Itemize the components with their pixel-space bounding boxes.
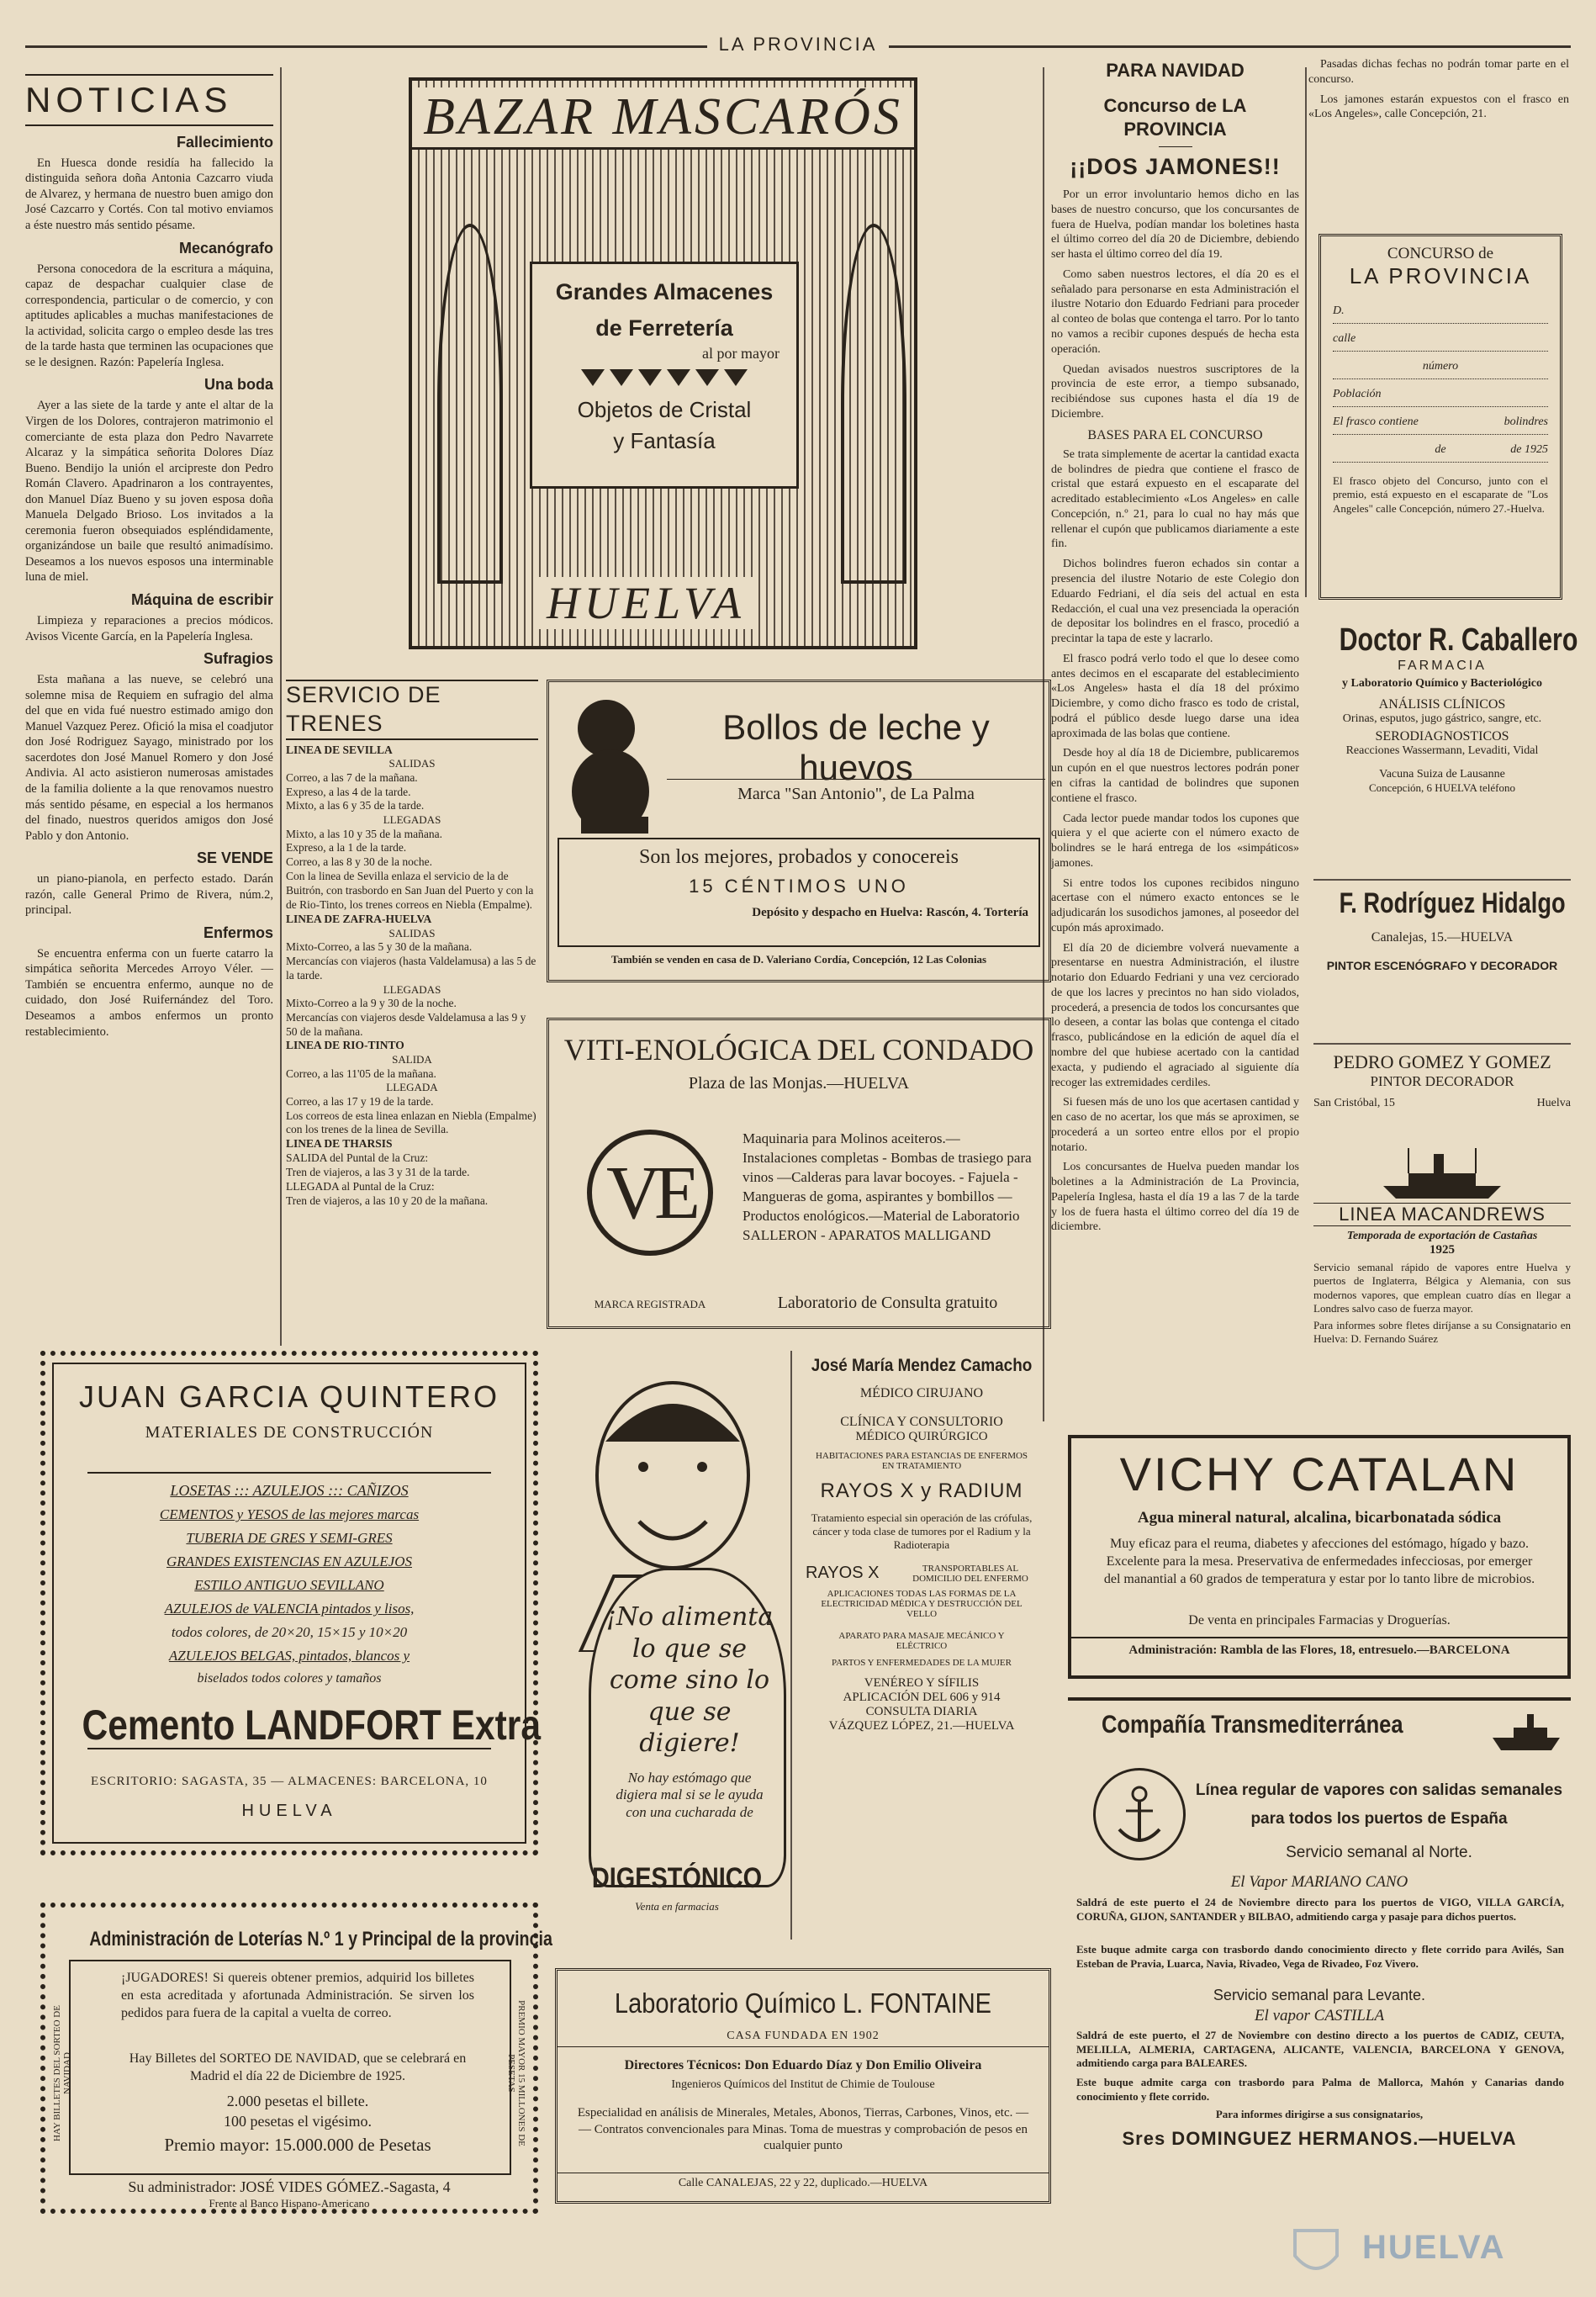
navidad-text: Cada lector puede mandar todos los cupones que quiera y el que acierte con el número exacto de bolindres se le hará entrega de los «simpáticos» jamones.: [1051, 812, 1299, 870]
transmed-p1: Saldrá de este puerto el 24 de Noviembre directo para los puertos de VIGO, VILLA GARCÍA, CORUÑA, GIJON, SANTANDER y BILBAO, admitiendo carga y pasaje para dichos puertos.: [1076, 1896, 1564, 1923]
news-head: Máquina de escribir: [130, 590, 273, 608]
field-label: D.: [1333, 304, 1345, 317]
cupon-field-numero[interactable]: [1333, 360, 1548, 379]
field-label: de: [1435, 443, 1446, 456]
rodriguez-addr: Canalejas, 15.—HUELVA: [1371, 930, 1514, 945]
caballero-sub: FARMACIA: [1398, 659, 1487, 673]
loterias-p3: 2.000 pesetas el billete.: [226, 2093, 369, 2109]
garcia-line: todos colores, de 20×20, 15×15 y 10×20: [171, 1624, 408, 1640]
gomez-trade: PINTOR DECORADOR: [1370, 1073, 1514, 1089]
caballero-sero: SERODIAGNOSTICOS: [1375, 729, 1509, 744]
gomez-city: Huelva: [1536, 1097, 1571, 1109]
navidad-text: Quedan avisados nuestros suscriptores de la provincia de este error, a tiempo subsanado, recibiéndose sus cupones hasta el día 19 de Diciembre.: [1051, 363, 1299, 421]
leaf-ornament: [841, 224, 906, 584]
bollos-tambien: También se venden en casa de D. Valeriano Cordía, Concepción, 12 Las Colonias: [610, 953, 987, 966]
mendez-l8: PARTOS Y ENFERMEDADES DE LA MUJER: [832, 1658, 1012, 1668]
transmed-consig: Sres DOMINGUEZ HERMANOS.—HUELVA: [1122, 2128, 1517, 2149]
viti-lab: Laboratorio de Consulta gratuito: [777, 1294, 998, 1312]
transmed-p5: Para informes dirigirse a sus consignatarios,: [1215, 2108, 1424, 2120]
leaf-ornament: [437, 224, 503, 584]
cupon-form: [1319, 234, 1562, 600]
train-line-head: LINEA DE ZAFRA-HUELVA: [286, 912, 432, 925]
loterias-side-right-text: PREMIO MAYOR 15 MILLONES DE PESETAS: [506, 2000, 526, 2146]
train-block: [286, 744, 538, 814]
bazar-line: Grandes Almacenes: [555, 279, 774, 304]
bollos-price: 15 CÉNTIMOS UNO: [689, 876, 909, 897]
noticias-title: NOTICIAS: [25, 74, 273, 126]
mendez-title: MÉDICO CIRUJANO: [859, 1386, 984, 1400]
field-label: de 1925: [1510, 443, 1548, 456]
field-label: calle: [1333, 332, 1356, 345]
rodriguez-ad: [1313, 887, 1571, 1035]
mendez-l11: CONSULTA DIARIA: [865, 1705, 978, 1718]
mendez-l7: APARATO PARA MASAJE MECÁNICO Y ELÉCTRICO: [838, 1631, 1005, 1651]
macandrews-name: LINEA MACANDREWS: [1313, 1203, 1571, 1226]
divider: [1159, 146, 1192, 147]
vichy-text: Muy eficaz para el reuma, diabetes y afecciones del estómago, hígado y bazo. Excelente para la mesa. Preservativa de enfermedades infecciosas, por emerger del manantial a 60 grados de temperatura y estar por lo tanto libre de microbios.: [1103, 1537, 1535, 1586]
navidad-text: Por un error involuntario hemos dicho en las bases de nuestro concurso, que los concursantes de fuera de Huelva, podían mandar los boletines hasta el último correo del día 20 de Diciembre, debiendo ser hasta el último correo del día 19.: [1051, 188, 1299, 262]
bollos-inner: [558, 838, 1040, 947]
masthead-title: LA PROVINCIA: [707, 34, 890, 55]
fontaine-ad: [555, 1968, 1051, 2204]
news-text: Se encuentra enferma con un fuerte catarro la simpática señorita Mercedes Arroyo Véler. —También se encuentra enfermo, aunque no de cuidado, don José Ruifernández del Toro. Deseamos a ambos enfermos un pronto restablecimiento.: [25, 946, 273, 1039]
train-line-head: LINEA DE RIO-TINTO: [286, 1039, 404, 1052]
train-line-head: LINEA DE SEVILLA: [286, 743, 393, 756]
caballero-name: Doctor R. Caballero: [1339, 622, 1578, 658]
train-row: Expreso, a la 1 de la tarde.: [286, 841, 407, 855]
train-row: Correo, a las 7 de la mañana.: [286, 770, 418, 784]
garcia-line: TUBERIA DE GRES Y SEMI-GRES: [186, 1530, 393, 1546]
news-head: Mecanógrafo: [178, 239, 273, 257]
transmed-vapor1: El Vapor MARIANO CANO: [1230, 1873, 1408, 1891]
garcia-line: AZULEJOS de VALENCIA pintados y lisos,: [164, 1601, 415, 1617]
cupon-field-name[interactable]: [1333, 304, 1548, 324]
viti-ad: [547, 1018, 1051, 1329]
column-rule: [1305, 67, 1307, 597]
transmed-p3: Saldrá de este puerto, el 27 de Noviembre con destino directo a los puertos de CADIZ, CEUTA, MELILLA, ALMERIA, CARTAGENA, ALICANTE, VALENCIA, BARCELONA Y GENOVA, admitiendo carga para BALEARES.: [1076, 2029, 1564, 2070]
loterias-admin: Su administrador: JOSÉ VIDES GÓMEZ.-Sagasta, 4: [128, 2178, 451, 2195]
fontaine-text: Especialidad en análisis de Minerales, Metales, Abonos, Tierras, Carbones, Vinos, etc. — — Contratos convencionales para Minas. Toma de muestras y comprobación de pesos en cualquier punto: [577, 2106, 1029, 2152]
news-text: Limpieza y reparaciones a precios módicos. Avisos Vicente García, en la Papelería Inglesa.: [25, 614, 273, 643]
train-row: Correo, a las 8 y 30 de la noche.: [286, 855, 432, 869]
train-row: Mixto-Correo, a las 5 y 30 de la mañana.: [286, 939, 473, 953]
train-row: Mixto, a las 10 y 35 de la mañana.: [286, 827, 442, 840]
viti-title: VITI-ENOLÓGICA DEL CONDADO: [563, 1033, 1034, 1066]
transmed-p2: Este buque admite carga con trasbordo dando conocimiento directo y flete corrido para Avilés, San Esteban de Pravia, Luarca, Navia, Rivadeo, Vega de Rivadeo, Foz Vivero.: [1076, 1943, 1564, 1970]
train-block: [286, 913, 538, 983]
vichy-venta: De venta en principales Farmacias y Droguerías.: [1188, 1613, 1451, 1627]
cupon-field-frasco[interactable]: [1333, 415, 1548, 435]
garcia-line: ESTILO ANTIGUO SEVILLANO: [194, 1577, 384, 1593]
loterias-ad: [40, 1903, 552, 2214]
mendez-ad: [790, 1351, 1051, 1940]
train-sub: LLEGADAS: [383, 982, 441, 996]
rodriguez-name: F. Rodríguez Hidalgo: [1339, 887, 1566, 919]
news-text: Persona conocedora de la escritura a máquina, capaz de despachar cualquier clase de correspondencia, particular o de comercio, y con aptitudes aplicables a muchas manifestaciones de la actividad, solicita cargo o empleo desde las tres de la tarde hasta que terminen las ocupaciones que se le designen. Razón: Papelería Inglesa.: [25, 262, 273, 369]
garcia-cement: Cemento LANDFORT Extra: [82, 1702, 541, 1749]
macandrews-text: Servicio semanal rápido de vapores entre Huelva y puertos de Inglaterra, Bélgica y Alemania, con sus modernos vapores, que emplean cuatro días en llegar a Londres salvo caso de fuerza mayor.: [1313, 1261, 1571, 1315]
news-text: un piano-pianola, en perfecto estado. Darán razón, calle General Primo de Rivera, núm.2, principal.: [25, 872, 273, 918]
garcia-city: HUELVA: [241, 1802, 337, 1820]
news-head: SE VENDE: [196, 849, 273, 867]
train-block: [286, 813, 538, 913]
train-row: Con la linea de Sevilla enlaza el servicio de la de Buitrón, con trasbordo en San Juan del Puerto y con la de Rio-Tinto, los trenes correos en Niebla (Empalme).: [286, 870, 534, 911]
news-text: En Huesca donde residía ha fallecido la distinguida señora doña Antonia Cazcarro viuda de Alvarez, y hermana de nuestro buen amigo don José Cazcarro y Cortés. Con tal motivo enviamos a éste nuestro más sentido pésame.: [25, 156, 273, 232]
fontaine-fundada: CASA FUNDADA EN 1902: [558, 2030, 1049, 2047]
train-row: Mercancías con viajeros desde Valdelamusa a las 9 y 50 de la mañana.: [286, 1010, 526, 1038]
caballero-ad: [1313, 622, 1578, 875]
bazar-line: y Fantasía: [613, 428, 716, 453]
loterias-side-left-text: HAY BILLETES DEL SORTEO DE NAVIDAD: [52, 2005, 72, 2141]
garcia-name: JUAN GARCIA QUINTERO: [78, 1379, 500, 1414]
news-head: Enfermos: [203, 924, 273, 941]
loterias-p1: ¡JUGADORES! Si quereis obtener premios, adquirid los billetes en esta acreditada y afortunada Administración. Se sirven los pedidos para fuera de la capital a vuelta de correo.: [121, 1971, 474, 2020]
cupon-top: CONCURSO de: [1387, 245, 1494, 262]
train-row: Correo, a las 11'05 de la mañana.: [286, 1066, 436, 1080]
vichy-admin: Administración: Rambla de las Flores, 18, entresuelo.—BARCELONA: [1071, 1637, 1567, 1658]
cupon-field-fecha[interactable]: [1333, 443, 1548, 463]
navidad-text: El frasco podrá verlo todo el que lo desee como antes decimos en el escaparate del establecimiento «Los Angeles» hasta el día 18 del próximo Diciembre, y como dicho frasco es todo de cristal, podrá el público desde luego darse una idea aproximada de las bolas que contiene.: [1051, 652, 1299, 740]
garcia-line: LOSETAS ::: AZULEJOS ::: CAÑIZOS: [170, 1482, 409, 1499]
anchor-icon: [1096, 1770, 1183, 1858]
garcia-ad: [40, 1351, 541, 1855]
transmed-linea1: Línea regular de vapores con salidas semanales: [1195, 1781, 1563, 1799]
mendez-l12: VÁZQUEZ LÓPEZ, 21.—HUELVA: [828, 1719, 1015, 1733]
transmed-ad: [1068, 1697, 1571, 2219]
mendez-l10: APLICACIÓN DEL 606 y 914: [843, 1691, 1001, 1704]
navidad-text: El día 20 de diciembre volverá nuevamente a presentarse en nuestra Administración, el ilustre notario don Eduardo Fedriani y una vez cerciorado de que los lacres y precintos no han sido violados, procederá, a presencia de todos los concursantes que lo deseen, a contar las bolas que contenga el citado frasco, publicándose en la edición de aquel día el nombre del que hubiese acertado con la cantidad exacta, y pudiendo el agraciado al siguiente día recoger las extremidades cerdiles.: [1051, 941, 1299, 1089]
navidad-text: Los jamones estarán expuestos con el frasco en «Los Angeles», calle Concepción, 21.: [1308, 93, 1569, 121]
transmed-linea2: para todos los puertos de España: [1250, 1810, 1508, 1828]
steamship-icon: [1375, 1144, 1509, 1203]
mendez-rayos: RAYOS X y RADIUM: [820, 1479, 1023, 1502]
bazar-line: Objetos de Cristal: [577, 397, 752, 422]
viti-marca: MARCA REGISTRADA: [594, 1298, 706, 1310]
field-label: El frasco contiene: [1333, 415, 1419, 428]
loterias-p5: Premio mayor: 15.000.000 de Pesetas: [164, 2135, 431, 2155]
caballero-text3: Vacuna Suiza de Lausanne: [1379, 768, 1505, 781]
bollos-deposito: Depósito y despacho en Huelva: Rascón, 4. Tortería: [752, 906, 1028, 919]
cupon-field-calle[interactable]: [1333, 332, 1548, 352]
loterias-p4: 100 pesetas el vigésimo.: [224, 2113, 372, 2130]
macandrews-year: 1925: [1430, 1243, 1455, 1257]
fontaine-ing: Ingenieros Químicos del Institut de Chimie de Toulouse: [671, 2078, 935, 2091]
divider: [1313, 1043, 1571, 1045]
garcia-sub: MATERIALES DE CONSTRUCCIÓN: [145, 1423, 434, 1442]
navidad-text: Como saben nuestros lectores, el día 20 es el señalado para personarse en esta Administración el ilustre Notario don Eduardo Fedriani para proceder al conteo de bolas que contenga el tarro. Por lo tanto no vamos a recibir cupones después de hecha esta operación.: [1051, 267, 1299, 356]
navidad-text: Desde hoy al día 18 de Diciembre, publicaremos un cupón en el que nuestros lectores podrán poner en cifras la cantidad de bolindres que suponen contiene el frasco.: [1051, 747, 1299, 805]
mendez-l2: MÉDICO QUIRÚRGICO: [855, 1430, 988, 1443]
bazar-line: al por mayor: [702, 345, 780, 362]
trenes-title: SERVICIO DE TRENES: [286, 680, 538, 740]
mendez-l4: Tratamiento especial sin operación de las crófulas, cáncer y toda clase de tumores por el Radium y la Radioterapia: [811, 1511, 1033, 1551]
train-row: Mixto, a las 6 y 35 de la tarde.: [286, 799, 425, 812]
caballero-addr: Concepción, 6 HUELVA teléfono: [1368, 781, 1516, 794]
loterias-frente: Frente al Banco Hispano-Americano: [209, 2197, 370, 2210]
ship-icon: [1488, 1704, 1564, 1755]
cupon-foot: El frasco objeto del Concurso, junto con el premio, está expuesto en el escaparate de "Los Angeles" calle Concepción, número 27.-Huelva.: [1333, 474, 1548, 515]
digestonico-brand: DIGESTÓNICO: [591, 1862, 763, 1894]
garcia-line: CEMENTOS y YESOS de las mejores marcas: [159, 1506, 420, 1522]
gomez-addr-row: [1313, 1097, 1571, 1110]
bazar-line: de Ferretería: [595, 315, 733, 341]
transmed-name: Compañía Transmediterránea: [1102, 1711, 1403, 1739]
fontaine-addr: Calle CANALEJAS, 22 y 22, duplicado.—HUELVA: [558, 2173, 1049, 2190]
gomez-name: PEDRO GOMEZ Y GOMEZ: [1333, 1051, 1551, 1072]
macandrews-ad: [1313, 1144, 1571, 1396]
train-row: Expreso, a las 4 de la tarde.: [286, 785, 411, 798]
mendez-rayos2-row: [792, 1564, 1051, 1584]
triangle-ornament: [532, 369, 796, 390]
digestonico-venta: Venta en farmacias: [635, 1900, 719, 1913]
vichy-sub: Agua mineral natural, alcalina, bicarbonatada sódica: [1137, 1509, 1502, 1527]
train-row: Tren de viajeros, a las 3 y 31 de la tarde.: [286, 1166, 470, 1178]
navidad-text: Si entre todos los cupones recibidos ninguno acertase con el número exacto entonces se le adjudicarán los susodichos jamones, al poseedor del cupón más aproximado.: [1051, 876, 1299, 934]
bollos-ad: [547, 680, 1051, 982]
navidad-continued: [1308, 57, 1569, 225]
transmed-p4: Este buque admite carga con trasbordo para Palma de Mallorca, Mahón y Canarias dando conocimiento y flete corrido.: [1076, 2076, 1564, 2103]
train-line-head: LINEA DE THARSIS: [286, 1137, 393, 1151]
garcia-line: GRANDES EXISTENCIAS EN AZULEJOS: [166, 1553, 412, 1569]
masthead: [0, 34, 1596, 56]
news-text: Ayer a las siete de la tarde y ante el altar de la Virgen de los Dolores, contrajeron matrimonio el comerciante de esta plaza don Pedro Navarrete Alcaraz y la simpática señorita Dolores Díaz Bueno. Bendijo la unión el arcipreste don Pedro Román Clavero. Apadrinaron a los contrayentes, don Manuel Díaz Bueno y su joven esposa doña Manuela Delgado Brioso. Los invitados a la ceremonia fueron obsequiados espléndidamente, organizándose un baile que resultó animadísimo. Deseamos a los nuevos esposos una interminable luna de miel.: [25, 399, 273, 585]
macandrews-info: Para informes sobre fletes diríjanse a su Consignatario en Huelva: D. Fernando Suárez: [1313, 1319, 1571, 1346]
train-row: Mixto-Correo a la 9 y 30 de la noche.: [286, 996, 457, 1009]
navidad-text: Si fuesen más de uno los que acertasen cantidad y en caso de no acertar, los que más se aproximen, se procederá a un sorteo entre ellos por el propio notario.: [1051, 1096, 1299, 1154]
loterias-side-left: [50, 1985, 76, 2162]
mendez-l1: CLÍNICA Y CONSULTORIO: [840, 1415, 1003, 1429]
field-label: número: [1422, 360, 1459, 373]
loterias-side-right: [506, 1985, 531, 2162]
digestonico-slogan2: No hay estómago que digiera mal si se le ayuda con una cucharada de: [616, 1770, 764, 1820]
navidad-text: Los concursantes de Huelva pueden mandar los boletines a la Administración de La Provincia, Papelería Inglesa, hasta el día 19 a las 7 de la tarde y los de fuera hasta el último correo del día 19 de diciembre.: [1051, 1161, 1299, 1234]
digestonico-slogan: ¡No alimenta lo que se come sino lo que se digiere!: [605, 1602, 774, 1758]
train-block: [286, 1137, 538, 1208]
bazar-city: HUELVA: [538, 577, 754, 629]
train-row: Los correos de esta linea enlazan en Niebla (Empalme) con los trenes de la linea de Sevilla.: [286, 1109, 536, 1136]
train-row: SALIDA del Puntal de la Cruz:: [286, 1151, 429, 1165]
train-block: [286, 983, 538, 1040]
viti-address: Plaza de las Monjas.—HUELVA: [688, 1074, 910, 1093]
news-head: Fallecimiento: [176, 133, 273, 151]
news-text: Esta mañana a las nueve, se celebró una solemne misa de Requiem en sufragio del alma del que en vida fué nuestro estimado amigo don Manuel Vazquez Perez. Ofició la misa el coadjutor don José Rodriguez Sayago, ministrado por los sacerdotes don José Manuel Romero y don José Andivia. Al acto asistieron numerosas amistades de la familia doliente a la que renovamos nuestro más sentido pésame, en especial a los hermanos del finado, nuestros queridos amigos don José Pablo y don Antonio.: [25, 673, 273, 843]
navidad-text: Se trata simplemente de acertar la cantidad exacta de bolindres de piedra que contiene el frasco de cristal que estará expuesto en el escaparate del acreditado establecimiento «Los Angeles» en calle Concepción, n.º 21, para lo cual no hay más que rellenar el cupón que publicamos diariamente a este fin.: [1051, 447, 1299, 551]
bollos-slogan: Son los mejores, probados y conocereis: [639, 846, 959, 868]
mendez-l3: HABITACIONES PARA ESTANCIAS DE ENFERMOS EN TRATAMIENTO: [815, 1451, 1028, 1471]
noticias-column: [25, 74, 273, 1344]
train-row: Correo, a las 17 y 19 de la tarde.: [286, 1094, 434, 1108]
divider: [1313, 879, 1571, 881]
mendez-l5: TRANSPORTABLES AL DOMICILIO DEL ENFERMO: [912, 1564, 1028, 1584]
bazar-panel: [530, 262, 799, 489]
transmed-servicio2: Servicio semanal para Levante.: [1213, 1987, 1426, 2003]
caballero-lab: y Laboratorio Químico y Bacteriológico: [1342, 677, 1542, 690]
gomez-ad: [1313, 1051, 1571, 1135]
cupon-field-poblacion[interactable]: [1333, 388, 1548, 407]
trenes-column: [286, 680, 538, 1319]
train-sub: LLEGADAS: [383, 813, 441, 827]
loterias-title: Administración de Loterías N.º 1 y Principal de la provincia: [89, 1928, 552, 1950]
fontaine-directores: Directores Técnicos: Don Eduardo Díaz y Don Emilio Oliveira: [624, 2058, 982, 2072]
loterias-p2: Hay Billetes del SORTEO DE NAVIDAD, que se celebrará en Madrid el día 22 de Diciembre de 1925.: [129, 2051, 467, 2083]
vichy-ad: [1068, 1435, 1571, 1679]
field-label: bolindres: [1504, 415, 1548, 428]
ve-logo-icon: VE: [587, 1130, 713, 1256]
vichy-name: VICHY CATALAN: [1119, 1448, 1519, 1500]
train-sub: SALIDAS: [388, 757, 436, 770]
train-block: [286, 1039, 538, 1081]
train-sub: SALIDAS: [388, 926, 436, 939]
navidad-text: Dichos bolindres fueron echados sin contar a presencia del ilustre Notario de este Colegio don Eduardo Fedriani, el día seis del actual en esta Redacción, el cual una vez presenciada la operación de depositar los bolindres en el frasco, procedió a precintar la tapa de este y lacrarlo.: [1051, 558, 1299, 646]
navidad-title: Concurso de LA PROVINCIA: [1103, 94, 1247, 140]
bases-heading: BASES PARA EL CONCURSO: [1087, 427, 1263, 442]
fontaine-name: Laboratorio Químico L. FONTAINE: [614, 1987, 992, 2019]
mendez-name: José María Mendez Camacho: [811, 1356, 1033, 1375]
mendez-l6: APLICACIONES TODAS LAS FORMAS DE LA ELECTRICIDAD MÉDICA Y DESTRUCCIÓN DEL VELLO: [821, 1589, 1023, 1619]
navidad-text: Pasadas dichas fechas no podrán tomar parte en el concurso.: [1308, 58, 1569, 86]
bazar-title: BAZAR MASCARÓS: [412, 87, 914, 150]
news-head: Una boda: [203, 376, 273, 394]
train-row: Mercancías con viajeros (hasta Valdelamusa) a las 5 de la tarde.: [286, 954, 536, 982]
mendez-l9: VENÉREO Y SÍFILIS: [864, 1676, 980, 1690]
train-sub: LLEGADA: [386, 1081, 438, 1094]
archive-watermark: HUELVA: [1362, 2229, 1506, 2266]
train-sub: SALIDA: [392, 1053, 432, 1066]
cupon-title: LA PROVINCIA: [1349, 263, 1532, 288]
anchor-emblem-icon: [1093, 1768, 1186, 1860]
mendez-rayos2: RAYOS X: [806, 1564, 880, 1582]
navidad-column: [1051, 57, 1299, 1420]
transmed-vapor2: El vapor CASTILLA: [1254, 2007, 1385, 2024]
column-rule: [280, 67, 282, 1346]
caballero-text2: Reacciones Wassermann, Levaditi, Vidal: [1345, 744, 1539, 757]
garcia-office: ESCRITORIO: SAGASTA, 35 — ALMACENES: BARCELONA, 10: [91, 1775, 488, 1788]
news-head: Sufragios: [203, 650, 273, 668]
transmed-servicio: Servicio semanal al Norte.: [1286, 1844, 1472, 1861]
gomez-addr: San Cristóbal, 15: [1313, 1097, 1395, 1109]
crest-icon: [1287, 2222, 1345, 2281]
viti-text: Maquinaria para Molinos aceiteros.— Instalaciones completas - Bombas de trasiego para vinos —Calderas para lavar bocoyes. - Fajuela - Mangueras de goma, aspirantes y bombillos —Productos enológicos.—Material de Laboratorio SALLERON - APARATOS MALLIGAND: [743, 1130, 1032, 1243]
train-row: Tren de viajeros, a las 10 y 20 de la mañana.: [286, 1193, 489, 1207]
caballero-analisis: ANÁLISIS CLÍNICOS: [1378, 697, 1506, 712]
child-figure-icon: [556, 691, 665, 838]
bollos-title: Bollos de leche y huevos: [722, 707, 990, 787]
garcia-line: AZULEJOS BELGAS, pintados, blancos y: [168, 1648, 410, 1664]
field-label: Población: [1333, 388, 1382, 400]
caballero-text1: Orinas, esputos, jugo gástrico, sangre, etc.: [1342, 712, 1542, 725]
garcia-line: biselados todos colores y tamaños: [197, 1671, 382, 1686]
rodriguez-trade: PINTOR ESCENÓGRAFO Y DECORADOR: [1326, 959, 1558, 972]
train-block: [286, 1081, 538, 1137]
macandrews-sub: Temporada de exportación de Castañas: [1346, 1230, 1538, 1242]
navidad-kicker: PARA NAVIDAD: [1106, 60, 1245, 81]
digestonico-ad: [555, 1349, 799, 1938]
navidad-headline: ¡¡DOS JAMONES!!: [1070, 153, 1281, 179]
train-row: LLEGADA al Puntal de la Cruz:: [286, 1179, 435, 1193]
bollos-brand: Marca "San Antonio", de La Palma: [667, 779, 1045, 804]
bazar-mascaros-ad: [409, 77, 917, 649]
